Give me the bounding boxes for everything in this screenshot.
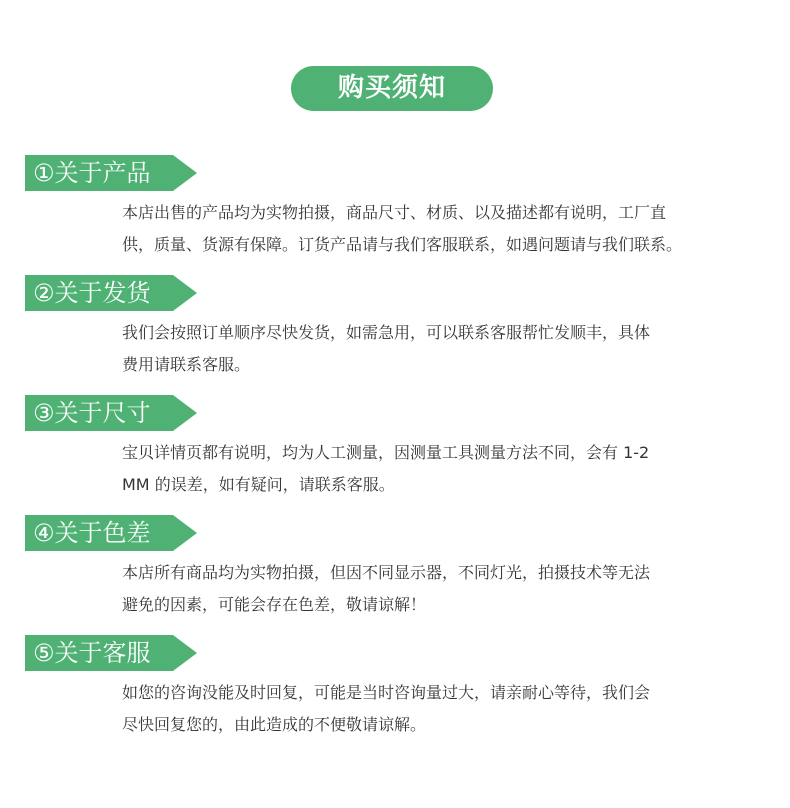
description-line: 尽快回复您的，由此造成的不便敬请谅解。 — [122, 715, 427, 734]
description-line: 本店出售的产品均为实物拍摄，商品尺寸、材质、以及描述都有说明，工厂直 — [122, 203, 667, 222]
section-description — [122, 677, 752, 741]
page-title: 购买须知 — [291, 66, 493, 111]
description-line: 宝贝详情页都有说明，均为人工测量，因测量工具测量方法不同，会有 1-2 — [122, 443, 650, 462]
section-heading: ④关于色差 — [33, 519, 151, 547]
section-heading: ①关于产品 — [33, 159, 151, 187]
section-heading: ③关于尺寸 — [33, 399, 151, 427]
description-line: 本店所有商品均为实物拍摄，但因不同显示器，不同灯光，拍摄技术等无法 — [122, 563, 651, 582]
description-line: 避免的因素，可能会存在色差，敬请谅解！ — [122, 595, 427, 614]
description-line: 费用请联系客服。 — [122, 355, 251, 374]
description-line: MM 的误差，如有疑问，请联系客服。 — [122, 475, 395, 494]
section-description — [122, 317, 752, 381]
description-line: 如您的咨询没能及时回复，可能是当时咨询量过大，请亲耐心等待，我们会 — [122, 683, 651, 702]
section-description — [122, 557, 752, 621]
description-line: 供，质量、货源有保障。订货产品请与我们客服联系，如遇问题请与我们联系。 — [122, 235, 683, 254]
description-line: 我们会按照订单顺序尽快发货，如需急用，可以联系客服帮忙发顺丰，具体 — [122, 323, 651, 342]
section-description — [122, 197, 752, 261]
section-heading: ②关于发货 — [33, 279, 151, 307]
section-description — [122, 437, 752, 501]
section-heading: ⑤关于客服 — [33, 639, 151, 667]
